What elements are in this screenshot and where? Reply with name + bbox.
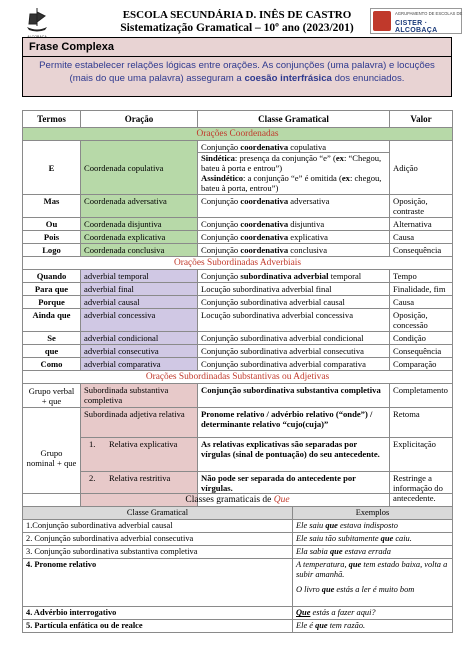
row-valor: Comparação xyxy=(390,358,453,371)
col-classe: Classe Gramatical xyxy=(198,111,390,128)
table-row xyxy=(23,231,453,244)
row-classe: Conjunção subordinativa adverbial condicional xyxy=(198,332,390,345)
table-row xyxy=(23,309,453,332)
row-term: Pois xyxy=(23,231,81,244)
row-term: Ainda que xyxy=(23,309,81,332)
table-row xyxy=(23,332,453,345)
row-oracao: adverbial causal xyxy=(81,296,198,309)
classe-e: Conjunção coordenativa copulativa Sindética: presença da conjunção “e” (ex: “Chegou, bateu à porta e entrou”) Assindético: a conjunção “e” é omitida (ex: chegou, bateu à porta, entrou”) xyxy=(198,141,390,195)
table-row xyxy=(23,520,453,533)
row-valor: Condição xyxy=(390,332,453,345)
grupo-nominal: Grupo nominal + que xyxy=(23,408,81,508)
intro-text: Permite estabelecer relações lógicas entre orações. As conjunções (uma palavra) e locuções (mais do que uma palavra) asseguram a coesão interfrásica dos enunciados. xyxy=(39,60,435,84)
valor-relativa: Retoma xyxy=(390,408,453,438)
row-term: Como xyxy=(23,358,81,371)
classe-relativa: Pronome relativo / advérbio relativo (“onde”) / determinante relativo “cujo(cuja)” xyxy=(198,408,390,438)
row-classe: Conjunção coordenativa disjuntiva xyxy=(198,218,390,231)
oracao-completiva: Subordinada substantiva completiva xyxy=(81,384,198,408)
cister-logo: AGRUPAMENTO DE ESCOLAS DE CISTER · ALCOBAÇA xyxy=(370,8,462,34)
que-exemplo: Ela sabia que estava errada xyxy=(293,546,453,559)
col-valor: Valor xyxy=(390,111,453,128)
valor-restritiva: Restringe a informação do antecedente. xyxy=(390,472,453,508)
school-name: ESCOLA SECUNDÁRIA D. INÊS DE CASTRO xyxy=(122,9,352,21)
intro-title: Frase Complexa xyxy=(29,41,114,53)
row-valor: Causa xyxy=(390,231,453,244)
row-oracao: Coordenada explicativa xyxy=(81,231,198,244)
table-row xyxy=(23,345,453,358)
que-classe: 1.Conjunção subordinativa adverbial causal xyxy=(23,520,293,533)
oracao-e: Coordenada copulativa xyxy=(81,141,198,195)
row-valor: Oposição, contraste xyxy=(390,195,453,218)
row-classe: Conjunção subordinativa adverbial consecutiva xyxy=(198,345,390,358)
valor-e: Adição xyxy=(390,141,453,195)
que-classe: 2. Conjunção subordinativa adverbial consecutiva xyxy=(23,533,293,546)
grupo-verbal: Grupo verbal + que xyxy=(23,384,81,408)
row-valor: Consequência xyxy=(390,345,453,358)
col-oracao: Oração xyxy=(81,111,198,128)
row-term: Se xyxy=(23,332,81,345)
classe-restritiva: Não pode ser separada do antecedente por vírgulas. xyxy=(198,472,390,508)
row-oracao: adverbial concessiva xyxy=(81,309,198,332)
table-row xyxy=(23,296,453,309)
section-substantivas: Orações Subordinadas Substantivas ou Adjetivas xyxy=(23,371,453,384)
que-col-classe: Classe Gramatical xyxy=(23,507,293,520)
row-term: Logo xyxy=(23,244,81,257)
row-oracao: adverbial consecutiva xyxy=(81,345,198,358)
section-adverbiais: Orações Subordinadas Adverbiais xyxy=(23,257,453,270)
row-classe: Conjunção coordenativa adversativa xyxy=(198,195,390,218)
valor-completiva: Completamento xyxy=(390,384,453,408)
row-valor: Consequência xyxy=(390,244,453,257)
row-classe: Conjunção subordinativa adverbial temporal xyxy=(198,270,390,283)
section-coordenadas: Orações Coordenadas xyxy=(23,128,453,141)
intro-box xyxy=(22,37,452,97)
classe-completiva: Conjunção subordinativa substantiva completiva xyxy=(198,384,390,408)
table-row xyxy=(23,358,453,371)
que-exemplo: Ele saiu que estava indisposto xyxy=(293,520,453,533)
que-adverbio: 4. Advérbio interrogativo xyxy=(23,607,293,620)
row-term: que xyxy=(23,345,81,358)
row-valor: Causa xyxy=(390,296,453,309)
que-table xyxy=(22,493,453,633)
row-term: Porque xyxy=(23,296,81,309)
row-oracao: Coordenada adversativa xyxy=(81,195,198,218)
table-row xyxy=(23,195,453,218)
page-subtitle: Sistematização Gramatical – 10º ano (2023/201) xyxy=(120,22,354,34)
que-adverbio-ex: Que estás a fazer aqui? xyxy=(293,607,453,620)
row-valor: Alternativa xyxy=(390,218,453,231)
row-classe: Conjunção coordenativa conclusiva xyxy=(198,244,390,257)
que-col-exemplos: Exemplos xyxy=(293,507,453,520)
table-row xyxy=(23,270,453,283)
table-row xyxy=(23,218,453,231)
row-oracao: adverbial comparativa xyxy=(81,358,198,371)
table-row xyxy=(23,283,453,296)
que-pronome: 4. Pronome relativo xyxy=(23,559,293,607)
row-oracao: adverbial final xyxy=(81,283,198,296)
classe-explicativa: As relativas explicativas são separadas por vírgulas (sinal de pontuação) do seu antecedente. xyxy=(198,438,390,472)
col-termos: Termos xyxy=(23,111,81,128)
term-e: E xyxy=(23,141,81,195)
row-valor: Oposição, concessão xyxy=(390,309,453,332)
row-oracao: Coordenada disjuntiva xyxy=(81,218,198,231)
que-particula-ex: Ele é que tem razão. xyxy=(293,620,453,633)
row-valor: Finalidade, fim xyxy=(390,283,453,296)
table-row xyxy=(23,546,453,559)
valor-explicativa: Explicitação xyxy=(390,438,453,472)
oracao-relativa: Subordinada adjetiva relativa xyxy=(81,408,198,438)
row-classe: Conjunção subordinativa adverbial causal xyxy=(198,296,390,309)
que-exemplo: Ele saiu tão subitamente que caiu. xyxy=(293,533,453,546)
row-oracao: adverbial condicional xyxy=(81,332,198,345)
que-title: Classes gramaticais de Que xyxy=(23,494,453,507)
table-row xyxy=(23,244,453,257)
row-valor: Tempo xyxy=(390,270,453,283)
que-particula: 5. Partícula enfática ou de realce xyxy=(23,620,293,633)
que-classe: 3. Conjunção subordinativa substantiva completiva xyxy=(23,546,293,559)
row-oracao: Coordenada conclusiva xyxy=(81,244,198,257)
sentence-table xyxy=(22,110,453,508)
row-term: Quando xyxy=(23,270,81,283)
row-classe: Conjunção subordinativa adverbial comparativa xyxy=(198,358,390,371)
relativa-restritiva: 2. Relativa restritiva xyxy=(81,472,198,508)
seal-icon xyxy=(373,11,391,31)
row-term: Para que xyxy=(23,283,81,296)
que-pronome-ex: A temperatura, que tem estado baixa, volta a subir amanhã. O livro que estás a ler é muito bom xyxy=(293,559,453,607)
table-row xyxy=(23,533,453,546)
row-term: Ou xyxy=(23,218,81,231)
row-term: Mas xyxy=(23,195,81,218)
row-classe: Conjunção coordenativa explicativa xyxy=(198,231,390,244)
row-classe: Locução subordinativa adverbial concessiva xyxy=(198,309,390,332)
row-oracao: adverbial temporal xyxy=(81,270,198,283)
relativa-explicativa: 1. Relativa explicativa xyxy=(81,438,198,472)
row-classe: Locução subordinativa adverbial final xyxy=(198,283,390,296)
